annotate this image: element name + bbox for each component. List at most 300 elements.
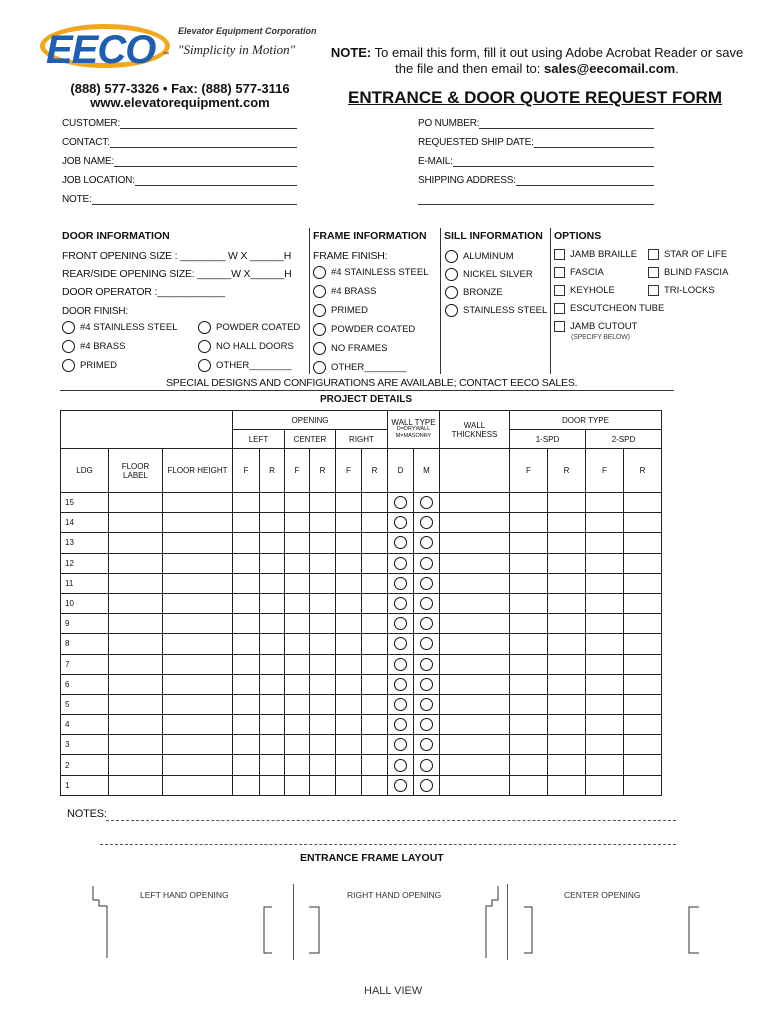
checkbox[interactable] [648,285,659,296]
customer-field[interactable] [62,137,297,148]
wall-type-m-radio[interactable] [420,698,433,711]
wall-type-d-radio[interactable] [394,637,407,650]
opening-cell[interactable] [233,654,260,674]
opening-cell[interactable] [336,513,362,533]
opening-cell[interactable] [362,654,388,674]
opening-cell[interactable] [310,593,336,613]
door-type-cell[interactable] [586,593,624,613]
shipping-field[interactable] [418,118,654,129]
radio-button[interactable] [445,286,458,299]
shipping-field[interactable] [418,137,654,148]
opening-cell[interactable] [285,593,310,613]
door-type-cell[interactable] [548,654,586,674]
radio-button[interactable] [198,340,211,353]
floor-label-cell[interactable] [109,654,163,674]
option-star-of-life[interactable] [648,249,727,260]
wall-thickness-cell[interactable] [440,654,510,674]
opening-cell[interactable] [336,755,362,775]
door-type-cell[interactable] [510,593,548,613]
opening-cell[interactable] [336,553,362,573]
door-type-cell[interactable] [510,755,548,775]
door-type-cell[interactable] [548,735,586,755]
opening-cell[interactable] [310,715,336,735]
door-operator[interactable]: DOOR OPERATOR :____________ [62,286,225,298]
floor-height-cell[interactable] [163,593,233,613]
opening-cell[interactable] [233,493,260,513]
opening-cell[interactable] [260,674,285,694]
door-type-cell[interactable] [586,614,624,634]
opening-cell[interactable] [260,533,285,553]
field-input-line[interactable] [92,194,297,205]
wall-thickness-cell[interactable] [440,513,510,533]
wall-thickness-cell[interactable] [440,533,510,553]
door-type-cell[interactable] [548,553,586,573]
door-type-cell[interactable] [586,513,624,533]
door-type-cell[interactable] [624,755,662,775]
wall-thickness-cell[interactable] [440,634,510,654]
field-input-line[interactable] [120,118,297,129]
option--4-stainless-steel[interactable] [62,321,178,334]
opening-cell[interactable] [362,634,388,654]
opening-cell[interactable] [285,634,310,654]
wall-type-d-radio[interactable] [394,698,407,711]
door-type-cell[interactable] [624,614,662,634]
door-type-cell[interactable] [624,674,662,694]
wall-thickness-cell[interactable] [440,694,510,714]
opening-cell[interactable] [310,493,336,513]
opening-cell[interactable] [336,674,362,694]
opening-cell[interactable] [260,735,285,755]
opening-cell[interactable] [285,735,310,755]
opening-cell[interactable] [336,775,362,795]
opening-cell[interactable] [310,533,336,553]
rear-opening-size[interactable]: REAR/SIDE OPENING SIZE: ______W X______H [62,268,292,280]
option-no-hall-doors[interactable] [198,340,294,353]
door-type-cell[interactable] [510,573,548,593]
opening-cell[interactable] [362,553,388,573]
opening-cell[interactable] [310,553,336,573]
opening-cell[interactable] [310,654,336,674]
opening-cell[interactable] [336,573,362,593]
floor-height-cell[interactable] [163,674,233,694]
door-type-cell[interactable] [586,674,624,694]
opening-cell[interactable] [233,513,260,533]
wall-type-m-radio[interactable] [420,597,433,610]
opening-cell[interactable] [233,694,260,714]
opening-cell[interactable] [310,634,336,654]
wall-type-d-radio[interactable] [394,759,407,772]
opening-cell[interactable] [285,553,310,573]
door-type-cell[interactable] [548,715,586,735]
door-type-cell[interactable] [624,533,662,553]
door-type-cell[interactable] [510,694,548,714]
front-opening-size[interactable]: FRONT OPENING SIZE : ________ W X ______H [62,250,292,262]
door-type-cell[interactable] [548,614,586,634]
opening-cell[interactable] [285,573,310,593]
floor-height-cell[interactable] [163,493,233,513]
option-bronze[interactable] [445,286,503,299]
door-type-cell[interactable] [586,634,624,654]
door-type-cell[interactable] [548,694,586,714]
shipping-address-line2[interactable] [418,204,654,205]
door-type-cell[interactable] [586,533,624,553]
shipping-field[interactable] [418,175,654,186]
door-type-cell[interactable] [586,553,624,573]
floor-label-cell[interactable] [109,593,163,613]
checkbox[interactable] [554,321,565,332]
wall-type-m-radio[interactable] [420,496,433,509]
door-type-cell[interactable] [548,533,586,553]
floor-label-cell[interactable] [109,513,163,533]
note-email[interactable]: sales@eecomail.com [544,61,676,76]
opening-cell[interactable] [362,573,388,593]
door-type-cell[interactable] [624,493,662,513]
door-type-cell[interactable] [586,573,624,593]
opening-cell[interactable] [233,573,260,593]
opening-cell[interactable] [260,593,285,613]
floor-height-cell[interactable] [163,755,233,775]
opening-cell[interactable] [285,674,310,694]
opening-cell[interactable] [362,674,388,694]
wall-type-m-radio[interactable] [420,516,433,529]
shipping-field[interactable] [418,156,654,167]
opening-cell[interactable] [260,654,285,674]
wall-type-m-radio[interactable] [420,779,433,792]
door-type-cell[interactable] [510,674,548,694]
option-fascia[interactable] [554,267,604,278]
floor-height-cell[interactable] [163,694,233,714]
door-type-cell[interactable] [624,775,662,795]
checkbox[interactable] [554,285,565,296]
customer-field[interactable] [62,118,297,129]
opening-cell[interactable] [260,775,285,795]
door-type-cell[interactable] [624,634,662,654]
radio-button[interactable] [62,321,75,334]
door-type-cell[interactable] [624,735,662,755]
notes-line[interactable] [106,820,676,821]
opening-cell[interactable] [285,493,310,513]
opening-cell[interactable] [362,735,388,755]
door-type-cell[interactable] [510,634,548,654]
opening-cell[interactable] [362,715,388,735]
opening-cell[interactable] [336,715,362,735]
option-escutcheon-tube[interactable] [554,303,664,314]
option-powder-coated[interactable] [198,321,300,334]
opening-cell[interactable] [233,593,260,613]
checkbox[interactable] [648,267,659,278]
opening-cell[interactable] [336,694,362,714]
floor-label-cell[interactable] [109,775,163,795]
floor-height-cell[interactable] [163,513,233,533]
door-type-cell[interactable] [548,634,586,654]
radio-button[interactable] [313,285,326,298]
door-type-cell[interactable] [548,573,586,593]
option-other[interactable] [198,359,292,372]
opening-cell[interactable] [285,715,310,735]
option-primed[interactable] [313,304,368,317]
wall-type-m-radio[interactable] [420,577,433,590]
field-input-line[interactable] [516,175,654,186]
door-type-cell[interactable] [510,614,548,634]
wall-type-d-radio[interactable] [394,597,407,610]
option-nickel-silver[interactable] [445,268,533,281]
wall-type-m-radio[interactable] [420,718,433,731]
option-tri-locks[interactable] [648,285,715,296]
door-type-cell[interactable] [624,553,662,573]
radio-button[interactable] [313,304,326,317]
wall-thickness-cell[interactable] [440,715,510,735]
opening-cell[interactable] [233,755,260,775]
radio-button[interactable] [198,359,211,372]
wall-type-m-radio[interactable] [420,617,433,630]
customer-field[interactable] [62,156,297,167]
door-type-cell[interactable] [510,735,548,755]
door-type-cell[interactable] [586,694,624,714]
opening-cell[interactable] [310,735,336,755]
door-type-cell[interactable] [586,735,624,755]
opening-cell[interactable] [310,573,336,593]
opening-cell[interactable] [260,553,285,573]
wall-type-d-radio[interactable] [394,496,407,509]
wall-thickness-cell[interactable] [440,735,510,755]
opening-cell[interactable] [260,573,285,593]
door-type-cell[interactable] [548,493,586,513]
opening-cell[interactable] [362,513,388,533]
wall-type-d-radio[interactable] [394,617,407,630]
door-type-cell[interactable] [510,513,548,533]
door-type-cell[interactable] [548,674,586,694]
floor-height-cell[interactable] [163,533,233,553]
wall-type-d-radio[interactable] [394,678,407,691]
opening-cell[interactable] [336,735,362,755]
floor-height-cell[interactable] [163,573,233,593]
door-type-cell[interactable] [586,775,624,795]
customer-field[interactable] [62,175,297,186]
opening-cell[interactable] [260,493,285,513]
opening-cell[interactable] [285,775,310,795]
opening-cell[interactable] [336,593,362,613]
door-type-cell[interactable] [510,533,548,553]
floor-label-cell[interactable] [109,533,163,553]
option-stainless-steel[interactable] [445,304,547,317]
floor-height-cell[interactable] [163,715,233,735]
opening-cell[interactable] [233,735,260,755]
radio-button[interactable] [198,321,211,334]
floor-label-cell[interactable] [109,634,163,654]
checkbox[interactable] [554,249,565,260]
wall-type-m-radio[interactable] [420,536,433,549]
field-input-line[interactable] [479,118,654,129]
wall-thickness-cell[interactable] [440,775,510,795]
opening-cell[interactable] [336,533,362,553]
opening-cell[interactable] [310,614,336,634]
opening-cell[interactable] [260,614,285,634]
door-type-cell[interactable] [510,715,548,735]
wall-thickness-cell[interactable] [440,593,510,613]
door-type-cell[interactable] [586,755,624,775]
option-no-frames[interactable] [313,342,387,355]
landing-number: 15 [61,493,109,513]
floor-label-cell[interactable] [109,674,163,694]
option-powder-coated[interactable] [313,323,415,336]
radio-button[interactable] [313,323,326,336]
opening-cell[interactable] [233,634,260,654]
opening-cell[interactable] [260,755,285,775]
website[interactable]: www.elevatorequipment.com [90,95,270,110]
door-type-cell[interactable] [510,775,548,795]
floor-label-cell[interactable] [109,694,163,714]
opening-cell[interactable] [285,654,310,674]
wall-type-m-radio[interactable] [420,557,433,570]
option-primed[interactable] [62,359,117,372]
opening-cell[interactable] [285,513,310,533]
floor-height-cell[interactable] [163,775,233,795]
checkbox[interactable] [554,267,565,278]
door-type-cell[interactable] [586,654,624,674]
floor-label-cell[interactable] [109,715,163,735]
notes-line[interactable] [100,844,676,845]
floor-height-cell[interactable] [163,553,233,573]
opening-cell[interactable] [310,775,336,795]
opening-cell[interactable] [310,674,336,694]
opening-cell[interactable] [233,553,260,573]
radio-button[interactable] [445,304,458,317]
floor-label-cell[interactable] [109,553,163,573]
option--4-brass[interactable] [62,340,125,353]
door-type-cell[interactable] [510,654,548,674]
opening-cell[interactable] [362,614,388,634]
opening-cell[interactable] [285,694,310,714]
floor-label-cell[interactable] [109,755,163,775]
door-type-cell[interactable] [624,513,662,533]
door-type-cell[interactable] [624,694,662,714]
floor-label-cell[interactable] [109,614,163,634]
radio-button[interactable] [62,359,75,372]
wall-type-m-radio[interactable] [420,637,433,650]
wall-type-m-radio[interactable] [420,738,433,751]
wall-type-d-radio[interactable] [394,718,407,731]
wall-thickness-cell[interactable] [440,755,510,775]
radio-button[interactable] [445,250,458,263]
option--4-brass[interactable] [313,285,376,298]
radio-button[interactable] [313,361,326,374]
opening-cell[interactable] [233,533,260,553]
opening-cell[interactable] [233,775,260,795]
opening-cell[interactable] [336,493,362,513]
option-keyhole[interactable] [554,285,615,296]
option-jamb-braille[interactable] [554,249,637,260]
door-type-cell[interactable] [548,593,586,613]
checkbox[interactable] [648,249,659,260]
door-type-cell[interactable] [548,513,586,533]
option-aluminum[interactable] [445,250,514,263]
opening-cell[interactable] [260,634,285,654]
opening-cell[interactable] [285,755,310,775]
field-input-line[interactable] [135,175,297,186]
wall-type-d-radio[interactable] [394,738,407,751]
opening-cell[interactable] [336,614,362,634]
radio-button[interactable] [313,342,326,355]
wall-type-d-radio[interactable] [394,577,407,590]
floor-label-cell[interactable] [109,573,163,593]
opening-cell[interactable] [362,493,388,513]
door-type-cell[interactable] [624,593,662,613]
option-jamb-cutout[interactable] [554,321,637,332]
door-type-cell[interactable] [586,715,624,735]
wall-type-d-radio[interactable] [394,658,407,671]
field-input-line[interactable] [453,156,654,167]
opening-cell[interactable] [233,674,260,694]
field-input-line[interactable] [534,137,654,148]
wall-thickness-cell[interactable] [440,674,510,694]
door-type-cell[interactable] [510,553,548,573]
field-input-line[interactable] [110,137,297,148]
radio-button[interactable] [313,266,326,279]
floor-height-cell[interactable] [163,654,233,674]
opening-cell[interactable] [285,614,310,634]
opening-cell[interactable] [260,715,285,735]
wall-type-d-radio[interactable] [394,516,407,529]
option-other[interactable] [313,361,407,374]
floor-height-cell[interactable] [163,735,233,755]
door-type-cell[interactable] [624,715,662,735]
wall-thickness-cell[interactable] [440,553,510,573]
option--4-stainless-steel[interactable] [313,266,429,279]
radio-button[interactable] [445,268,458,281]
radio-button[interactable] [62,340,75,353]
wall-thickness-cell[interactable] [440,573,510,593]
door-type-cell[interactable] [624,654,662,674]
wall-type-d-radio[interactable] [394,557,407,570]
option-blind-fascia[interactable] [648,267,728,278]
opening-cell[interactable] [362,593,388,613]
wall-type-m-radio[interactable] [420,658,433,671]
opening-cell[interactable] [362,694,388,714]
opening-cell[interactable] [362,533,388,553]
wall-thickness-cell[interactable] [440,493,510,513]
opening-cell[interactable] [233,614,260,634]
floor-label-cell[interactable] [109,493,163,513]
floor-label-cell[interactable] [109,735,163,755]
opening-cell[interactable] [362,755,388,775]
opening-cell[interactable] [260,694,285,714]
door-type-cell[interactable] [548,755,586,775]
wall-type-m-radio[interactable] [420,678,433,691]
opening-cell[interactable] [233,715,260,735]
wall-type-m-radio[interactable] [420,759,433,772]
opening-cell[interactable] [285,533,310,553]
opening-cell[interactable] [260,513,285,533]
wall-type-d-radio[interactable] [394,536,407,549]
opening-cell[interactable] [310,755,336,775]
door-type-cell[interactable] [548,775,586,795]
opening-cell[interactable] [310,513,336,533]
wall-thickness-cell[interactable] [440,614,510,634]
floor-height-cell[interactable] [163,634,233,654]
opening-cell[interactable] [362,775,388,795]
wall-type-d-radio[interactable] [394,779,407,792]
door-type-cell[interactable] [586,493,624,513]
door-type-cell[interactable] [510,493,548,513]
floor-height-cell[interactable] [163,614,233,634]
opening-cell[interactable] [336,634,362,654]
opening-cell[interactable] [336,654,362,674]
door-type-cell[interactable] [624,573,662,593]
opening-cell[interactable] [310,694,336,714]
checkbox[interactable] [554,303,565,314]
customer-field[interactable] [62,194,297,205]
field-input-line[interactable] [114,156,297,167]
